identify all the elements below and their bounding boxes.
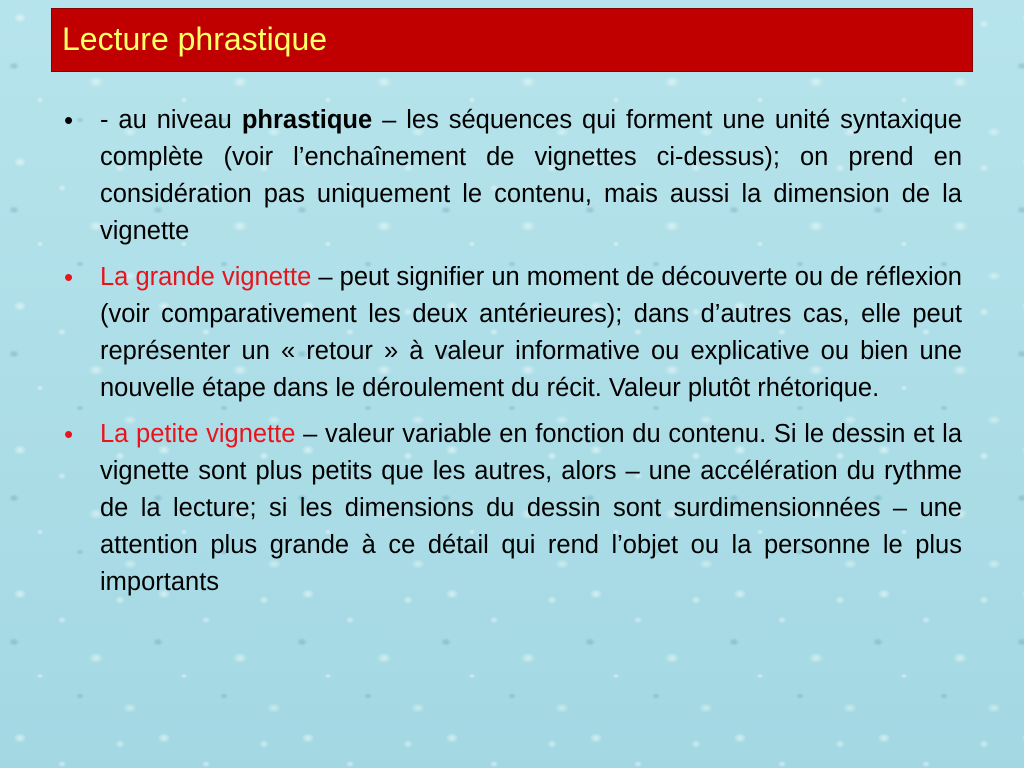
bullet-item-phrastique (64, 102, 962, 250)
bullet-keyword: La petite vignette (100, 420, 296, 448)
bullet-keyword: phrastique (241, 106, 373, 134)
slide-title: Lecture phrastique (62, 21, 328, 57)
slide-body (64, 102, 962, 610)
bullet-text (100, 416, 962, 601)
bullet-marker: • (64, 262, 74, 292)
bullet-body: – les séquences qui forment une unité syntaxique complète (voir l’enchaînement de vignettes ci-dessus); on prend en considération pas uniquement le contenu, mais aussi la dimension de la vignette (100, 106, 962, 245)
bullet-text (100, 259, 962, 407)
bullet-lead: - au niveau (100, 106, 242, 134)
slide-title-bar (52, 9, 972, 71)
bullet-body: – peut signifier un moment de découverte ou de réflexion (voir comparativement les deux antérieures); dans d’autres cas, elle peut représenter un « retour » à valeur informative ou explicative ou bien une nouvelle étape dans le déroulement du récit. Valeur plutôt rhétorique. (100, 263, 962, 402)
bullet-body: – valeur variable en fonction du contenu. Si le dessin et la vignette sont plus petits que les autres, alors – une accélération du rythme de la lecture; si les dimensions du dessin sont surdimensionnées – une attention plus grande à ce détail qui rend l’objet ou la personne le plus importants (100, 420, 962, 596)
bullet-marker: • (64, 419, 74, 449)
bullet-text (100, 102, 962, 250)
bullet-item-petite-vignette (64, 416, 962, 601)
bullet-keyword: La grande vignette (100, 263, 312, 291)
bullet-marker: • (64, 105, 74, 135)
bullet-item-grande-vignette (64, 259, 962, 407)
